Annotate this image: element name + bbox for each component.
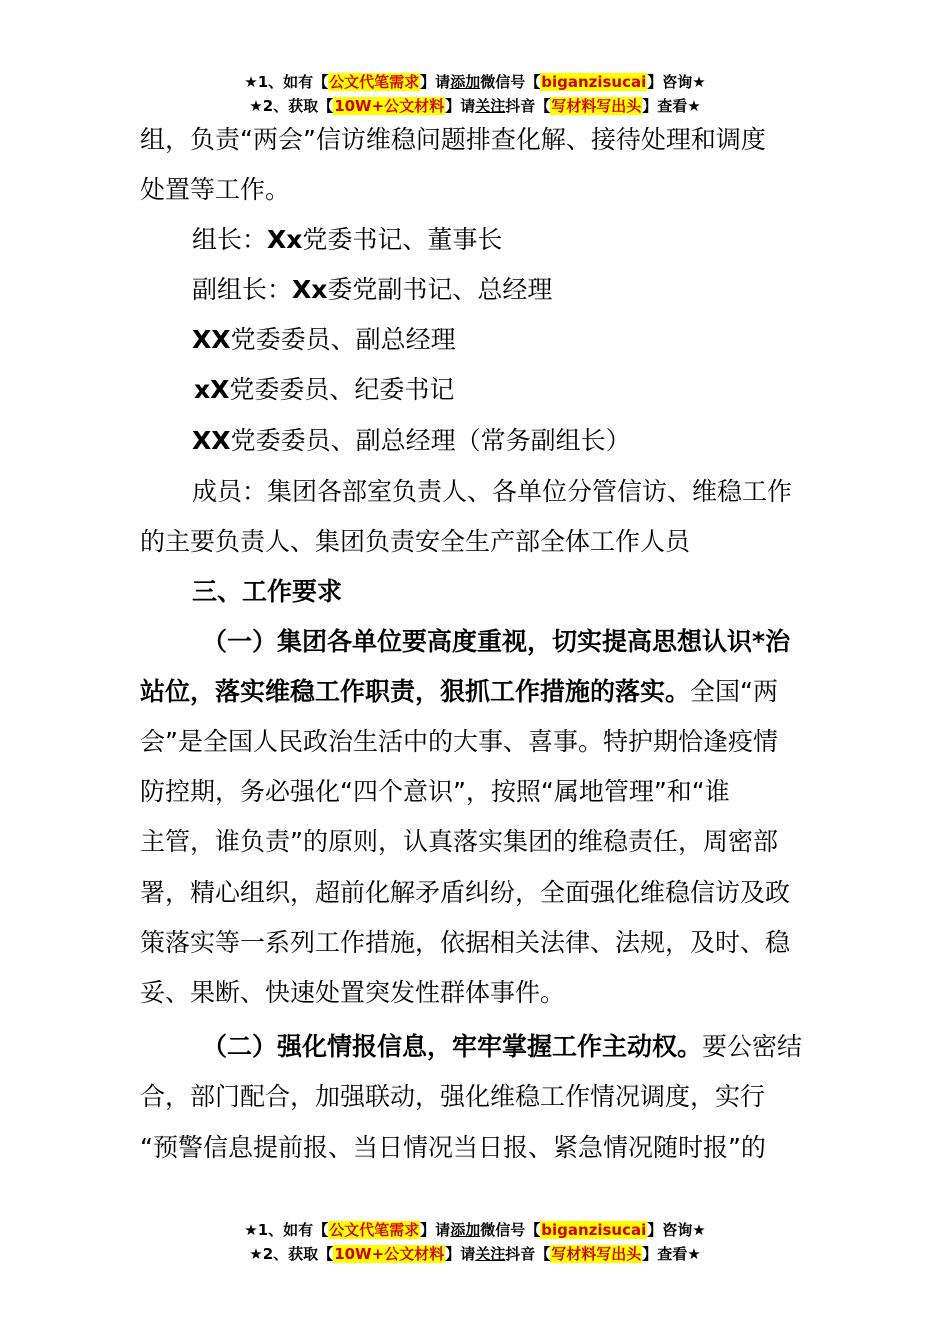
header-banner bbox=[0, 70, 950, 118]
highlight-materials: 10W+公文材料 bbox=[334, 97, 445, 115]
highlight-service: 公文代笔需求 bbox=[329, 73, 420, 91]
paragraph-line: 组，负责“两会”信访维稳问题排查化解、接待处理和调度 bbox=[140, 125, 766, 154]
member-line: XX党委委员、副总经理（常务副组长） bbox=[192, 426, 631, 455]
leader-line: 组长：Xx党委书记、董事长 bbox=[192, 225, 503, 254]
banner-line-2: ★2、获取【10W+公文材料】请关注抖音【写材料写出头】查看★ bbox=[249, 1245, 701, 1263]
paragraph-line: “预警信息提前报、当日情况当日报、紧急情况随时报”的 bbox=[140, 1133, 766, 1162]
paragraph-line: 防控期，务必强化“四个意识”，按照“属地管理”和“谁 bbox=[140, 777, 730, 806]
paragraph-line: 站位，落实维稳工作职责，狠抓工作措施的落实。全国“两 bbox=[140, 677, 778, 706]
subsection-heading: （一）集团各单位要高度重视，切实提高思想认识*治 bbox=[202, 627, 791, 656]
member-line: XX党委委员、副总经理 bbox=[192, 325, 456, 354]
highlight-douyin-name: 写材料写出头 bbox=[551, 1245, 642, 1263]
highlight-wechat-id: biganzisucai bbox=[541, 1221, 647, 1239]
paragraph-line: 处置等工作。 bbox=[140, 175, 291, 204]
paragraph-line: 合，部门配合，加强联动，强化维稳工作情况调度，实行 bbox=[140, 1082, 766, 1111]
footer-banner bbox=[0, 1218, 950, 1266]
paragraph-line: 主管，谁负责”的原则，认真落实集团的维稳责任，周密部 bbox=[140, 827, 778, 856]
deputy-leader-line: 副组长：Xx委党副书记、总经理 bbox=[192, 275, 553, 304]
paragraph-line: 的主要负责人、集团负责安全生产部全体工作人员 bbox=[140, 527, 691, 556]
section-heading: 三、工作要求 bbox=[192, 577, 343, 606]
highlight-douyin-name: 写材料写出头 bbox=[551, 97, 642, 115]
banner-line-1: ★1、如有【公文代笔需求】请添加微信号【biganzisucai】咨询★ bbox=[244, 73, 706, 91]
paragraph-line: 策落实等一系列工作措施，依据相关法律、法规，及时、稳 bbox=[140, 928, 791, 957]
paragraph-line: 成员：集团各部室负责人、各单位分管信访、维稳工作 bbox=[192, 477, 793, 506]
highlight-service: 公文代笔需求 bbox=[329, 1221, 420, 1239]
banner-line-2: ★2、获取【10W+公文材料】请关注抖音【写材料写出头】查看★ bbox=[249, 97, 701, 115]
paragraph-line: 妥、果断、快速处置突发性群体事件。 bbox=[140, 978, 566, 1007]
highlight-wechat-id: biganzisucai bbox=[541, 73, 647, 91]
member-line: xX党委委员、纪委书记 bbox=[194, 375, 455, 404]
paragraph-line: 署，精心组织，超前化解矛盾纠纷，全面强化维稳信访及政 bbox=[140, 878, 791, 907]
paragraph-line: （二）强化情报信息，牢牢掌握工作主动权。要公密结 bbox=[202, 1032, 803, 1061]
banner-line-1: ★1、如有【公文代笔需求】请添加微信号【biganzisucai】咨询★ bbox=[244, 1221, 706, 1239]
highlight-materials: 10W+公文材料 bbox=[334, 1245, 445, 1263]
paragraph-line: 会”是全国人民政治生活中的大事、喜事。特护期恰逢疫情 bbox=[140, 727, 778, 756]
